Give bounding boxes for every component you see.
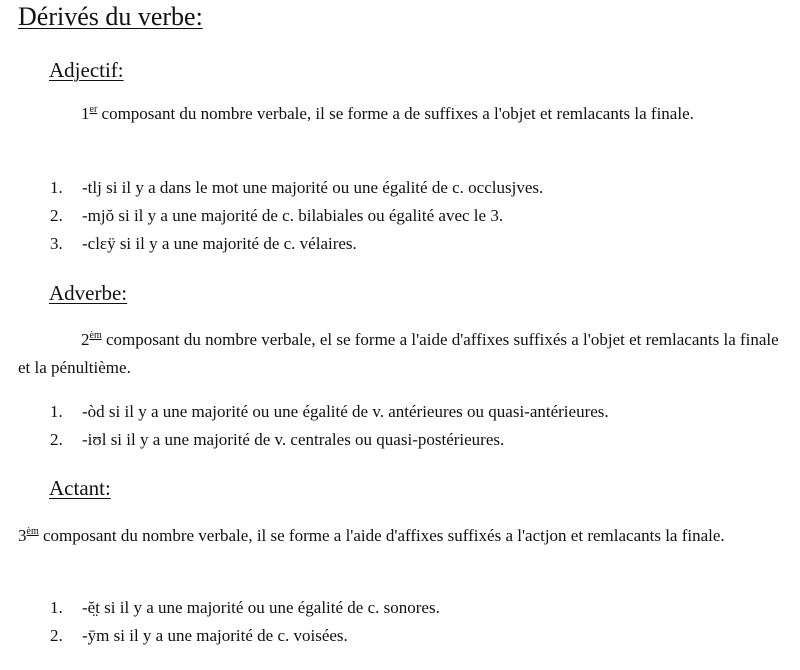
list-item-text: -iʊl si il y a une majorité de v. centrales ou quasi-postérieures. [82, 430, 505, 449]
section-paragraph-adverbe [18, 326, 788, 382]
list-item-text: -ȳm si il y a une majorité de c. voisées. [82, 626, 348, 645]
list-item-number: 1. [50, 402, 63, 421]
section-paragraph-actant [18, 522, 788, 550]
ordinal-suffix: er [89, 104, 98, 115]
section-heading-actant: Actant: [49, 476, 111, 500]
list-item-number: 2. [50, 430, 63, 449]
section-heading-adverbe: Adverbe: [49, 281, 128, 305]
list-item-text: -ĕ̤t si il y a une majorité ou une égalité de c. sonores. [82, 598, 440, 617]
list-item-text: -òd si il y a une majorité ou une égalité de v. antérieures ou quasi-antérieures. [82, 402, 609, 421]
list-item-number: 1. [50, 178, 63, 197]
list-item-number: 2. [50, 206, 63, 225]
ordinal-number: 3 [18, 526, 27, 545]
list-item-number: 1. [50, 598, 63, 617]
list-item-text: -tlj si il y a dans le mot une majorité ou une égalité de c. occlusjves. [82, 178, 544, 197]
paragraph-text: composant du nombre verbale, il se forme a de suffixes a l'objet et remlacants la finale. [97, 104, 694, 123]
document-title: Dérivés du verbe: [18, 2, 203, 31]
ordinal-number: 1 [81, 104, 90, 123]
paragraph-text: composant du nombre verbale, il se forme a l'aide d'affixes suffixés a l'actjon et remlacants la finale. [38, 526, 725, 545]
list-item-number: 2. [50, 626, 63, 645]
list-item-number: 3. [50, 234, 63, 253]
section-paragraph-adjectif [18, 100, 788, 128]
list-item-text: -clɛÿ si il y a une majorité de c. vélaires. [82, 234, 357, 253]
section-heading-adjectif: Adjectif: [49, 58, 124, 82]
ordinal-suffix: èm [89, 330, 102, 341]
paragraph-text: composant du nombre verbale, el se forme a l'aide d'affixes suffixés a l'objet et remlacants la finale et la pénultième. [18, 330, 779, 377]
ordinal-number: 2 [81, 330, 90, 349]
list-item-text: -mjŏ si il y a une majorité de c. bilabiales ou égalité avec le 3. [82, 206, 504, 225]
ordinal-suffix: èm [26, 526, 39, 537]
